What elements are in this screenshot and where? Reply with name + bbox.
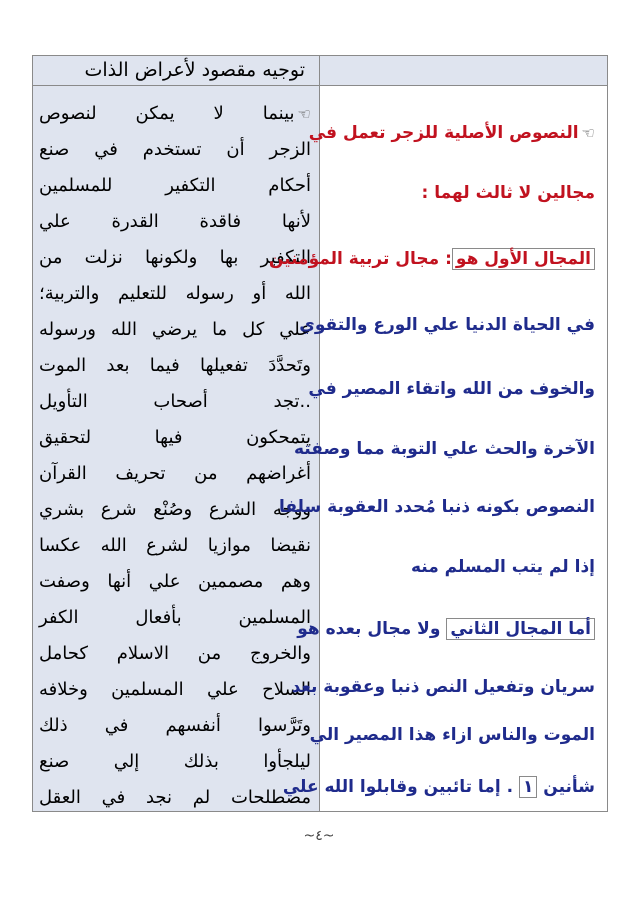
pointing-hand-icon: ☜ xyxy=(297,105,311,123)
left-line-14: وهم مصممين علي أنها وصفت xyxy=(39,571,311,592)
left-line-16: والخروج من الاسلام كحامل xyxy=(39,643,311,664)
right-line-8: إذا لم يتب المسلم منه xyxy=(410,557,595,577)
content-table xyxy=(32,55,608,812)
left-line-6: الله أو رسوله للتعليم والتربية؛ xyxy=(39,283,311,304)
left-line-10: يتمحكون فيها لتحقيق xyxy=(39,427,311,448)
right-line-9: أما المجال الثاني ولا مجال بعده هو xyxy=(297,612,595,646)
page-number: ~٤~ xyxy=(303,828,335,844)
left-line-2: الزجر أن تستخدم في صنع xyxy=(39,139,311,160)
left-line-7: علي كل ما يرضي الله ورسوله xyxy=(39,319,311,340)
left-line-17: السلاح علي المسلمين وخلافه xyxy=(39,679,311,700)
left-line-20: مصطلحات لم نجد في العقل xyxy=(39,787,311,808)
right-line-11: الموت والناس ازاء هذا المصير الي xyxy=(309,725,595,745)
right-line-4: في الحياة الدنيا علي الورع والتقوي xyxy=(299,315,595,335)
right-line-5: والخوف من الله واتقاء المصير في xyxy=(308,379,595,399)
left-column xyxy=(33,86,320,811)
pointing-hand-icon: ☜ xyxy=(581,124,595,142)
first-domain-box: المجال الأول هو xyxy=(452,248,595,270)
left-line-18: وتَرَّسوا أنفسهم في ذلك xyxy=(39,715,311,736)
right-line-12: شأنين ١ . إما تائبين وقابلوا الله علي xyxy=(282,777,595,797)
right-line-7: النصوص بكونه ذنبا مُحدد العقوبة سلفا xyxy=(278,497,595,517)
right-column xyxy=(268,86,607,811)
left-line-13: نقيضا موازيا لشرع الله عكسا xyxy=(39,535,311,556)
left-line-8: وتَحدَّدَ تفعيلها فيما بعد الموت xyxy=(39,355,311,376)
right-line-6: الآخرة والحث علي التوبة مما وصفته xyxy=(293,439,595,459)
right-line-2: مجالين لا ثالث لهما : xyxy=(421,183,595,203)
left-line-5: التكفير بها ولكونها نزلت من xyxy=(39,247,311,268)
header-title: توجيه مقصود لأعراض الذات xyxy=(33,56,320,85)
left-line-3: أحكام التكفير للمسلمين xyxy=(39,175,311,196)
header-empty-cell xyxy=(320,56,607,85)
left-line-4: لأنها فاقدة القدرة علي xyxy=(39,211,311,232)
table-header-row xyxy=(33,56,607,86)
left-line-1: ☜بينما لا يمكن لنصوص xyxy=(39,103,311,124)
left-line-19: ليلجأوا بذلك إلي صنع xyxy=(39,751,311,772)
right-line-10: سريان وتفعيل النص ذنبا وعقوبة بعد xyxy=(291,677,595,697)
right-line-3: المجال الأول هو: مجال تربية المؤمنين xyxy=(269,242,595,276)
left-line-15: المسلمين بأفعال الكفر xyxy=(39,607,311,628)
footnote-number-box: ١ xyxy=(519,776,537,798)
second-domain-box: أما المجال الثاني xyxy=(446,618,595,640)
left-line-11: أغراضهم من تحريف القرآن xyxy=(39,463,311,484)
left-line-12: ووجه الشرع وصُنْع شرع بشري xyxy=(39,499,311,520)
left-line-9: ..تجد أصحاب التأويل xyxy=(39,391,311,412)
right-line-1: ☜النصوص الأصلية للزجر تعمل في xyxy=(308,123,595,143)
